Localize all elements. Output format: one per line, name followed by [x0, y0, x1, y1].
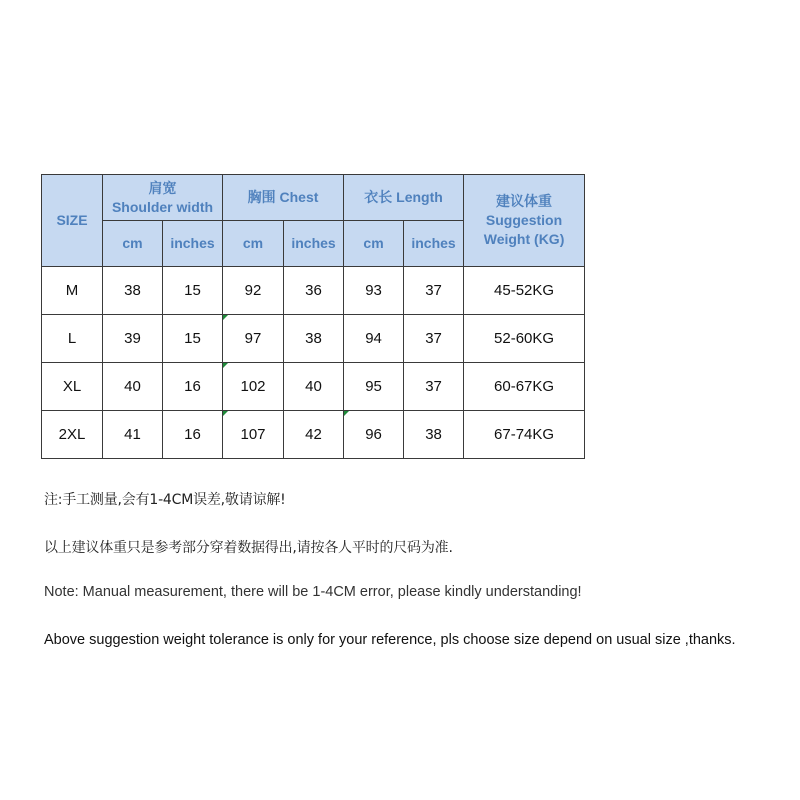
shoulder-cm-cell: 38 [103, 267, 163, 315]
length-header-cn: 衣长 [364, 189, 393, 205]
shoulder-width-header [103, 175, 223, 221]
size-cell: 2XL [42, 411, 103, 459]
length-inches-cell: 37 [404, 315, 464, 363]
chest-inches-cell: 36 [284, 267, 344, 315]
chest-header-en: Chest [279, 189, 319, 205]
note-en-weight-reference: Above suggestion weight tolerance is only for your reference, pls choose size depend on usual size ,thanks. [44, 632, 736, 648]
unit-header-cm: cm [103, 221, 163, 267]
unit-header-inches: inches [404, 221, 464, 267]
length-cm-cell: 95 [344, 363, 404, 411]
length-cm-cell: 93 [344, 267, 404, 315]
weight-cell: 60-67KG [464, 363, 585, 411]
note-cn-measurement-error: 注:手工测量,会有1-4CM误差,敬请谅解! [44, 492, 286, 508]
shoulder-width-header-en: Shoulder width [111, 198, 214, 215]
chest-inches-cell: 42 [284, 411, 344, 459]
header-row-groups [42, 175, 585, 221]
length-inches-cell: 37 [404, 363, 464, 411]
table-row [42, 363, 585, 411]
table-row [42, 315, 585, 363]
length-inches-cell: 38 [404, 411, 464, 459]
length-cm-cell: 94 [344, 315, 404, 363]
size-chart-table [41, 174, 585, 459]
chest-header [223, 175, 344, 221]
weight-cell: 52-60KG [464, 315, 585, 363]
length-header [344, 175, 464, 221]
size-cell: L [42, 315, 103, 363]
length-header-en: Length [396, 189, 443, 205]
chest-inches-cell: 40 [284, 363, 344, 411]
note-cn-weight-reference: 以上建议体重只是参考部分穿着数据得出,请按各人平时的尺码为准. [44, 540, 453, 556]
chest-cm-cell: 92 [223, 267, 284, 315]
size-cell: M [42, 267, 103, 315]
chest-inches-cell: 38 [284, 315, 344, 363]
shoulder-inches-cell: 16 [163, 363, 223, 411]
unit-header-inches: inches [163, 221, 223, 267]
shoulder-inches-cell: 16 [163, 411, 223, 459]
chest-header-cn: 胸围 [247, 189, 276, 205]
weight-cell: 45-52KG [464, 267, 585, 315]
shoulder-inches-cell: 15 [163, 267, 223, 315]
unit-header-cm: cm [223, 221, 284, 267]
chest-cm-cell: 97 [223, 315, 284, 363]
size-cell: XL [42, 363, 103, 411]
length-inches-cell: 37 [404, 267, 464, 315]
shoulder-cm-cell: 40 [103, 363, 163, 411]
unit-header-cm: cm [344, 221, 404, 267]
length-cm-cell: 96 [344, 411, 404, 459]
suggestion-weight-header-en-2: Weight (KG) [483, 231, 565, 247]
size-header: SIZE [42, 175, 103, 267]
table-row [42, 267, 585, 315]
shoulder-cm-cell: 39 [103, 315, 163, 363]
shoulder-cm-cell: 41 [103, 411, 163, 459]
suggestion-weight-header-en-1: Suggestion [485, 212, 563, 228]
chest-cm-cell: 102 [223, 363, 284, 411]
note-en-measurement-error: Note: Manual measurement, there will be 1-4CM error, please kindly understanding! [44, 584, 582, 600]
suggestion-weight-header [464, 175, 585, 267]
shoulder-width-header-cn: 肩宽 [148, 179, 177, 196]
suggestion-weight-header-cn: 建议体重 [496, 193, 553, 209]
unit-header-inches: inches [284, 221, 344, 267]
chest-cm-cell: 107 [223, 411, 284, 459]
weight-cell: 67-74KG [464, 411, 585, 459]
shoulder-inches-cell: 15 [163, 315, 223, 363]
table-row [42, 411, 585, 459]
